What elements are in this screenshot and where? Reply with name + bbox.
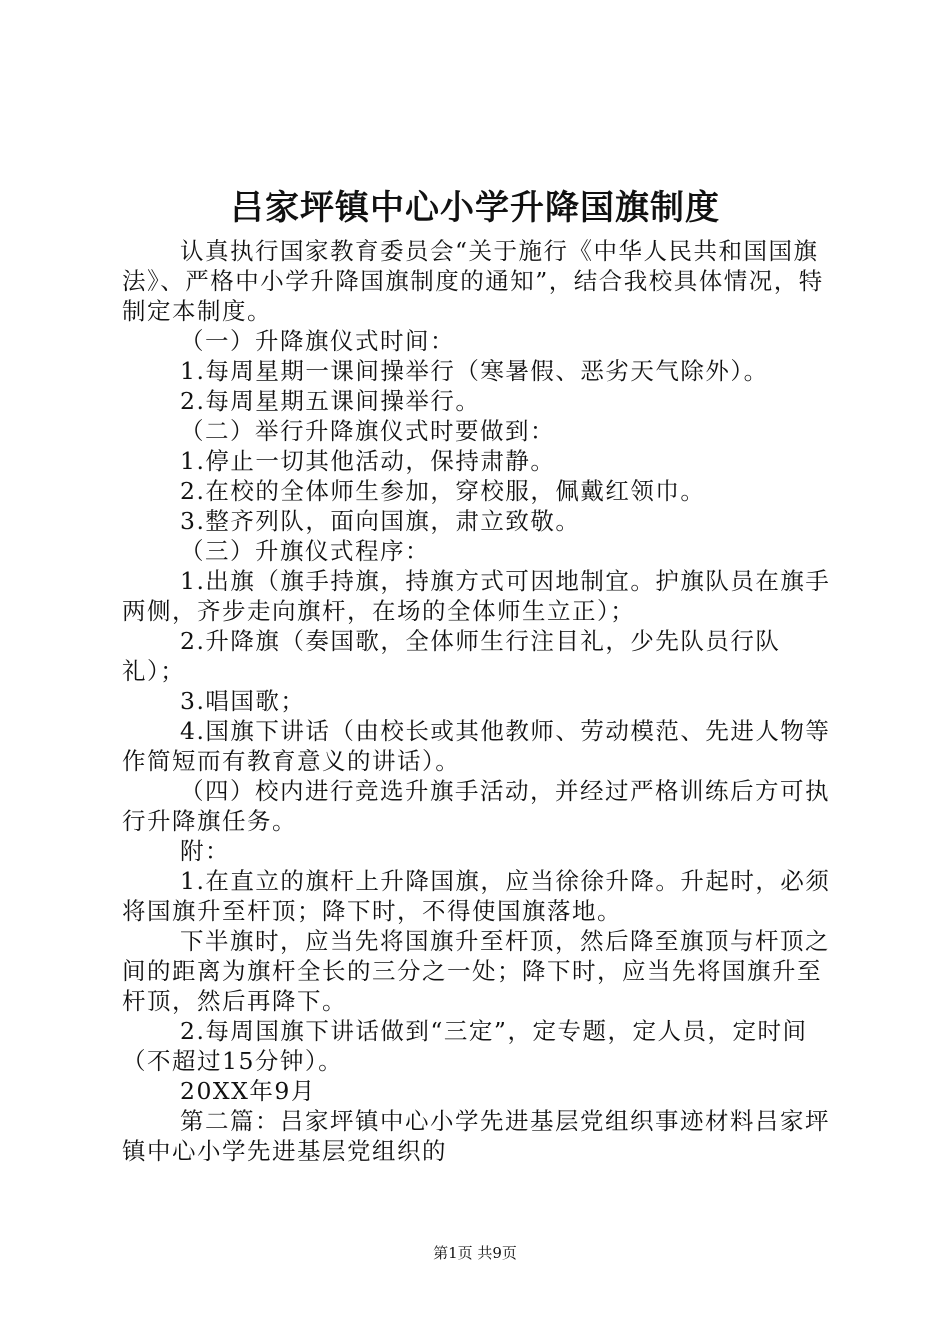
list-item: 2.升降旗（奏国歌，全体师生行注目礼，少先队员行队礼）；	[122, 627, 781, 685]
paragraph: 下半旗时，应当先将国旗升至杆顶，然后降至旗顶与杆顶之间的距离为旗杆全长的三分之一处；降下时，应当先将国旗升至杆顶，然后再降下。	[122, 927, 830, 1015]
section-heading: （四）校内进行竞选升旗手活动，并经过严格训练后方可执行升降旗任务。	[122, 777, 830, 835]
appendix-label: 附：	[180, 837, 230, 865]
page-number: 第1页 共9页	[433, 1244, 517, 1262]
list-item: 1.在直立的旗杆上升降国旗，应当徐徐升降。升起时，必须将国旗升至杆顶；降下时，不得使国旗落地。	[122, 867, 831, 925]
section-heading: （二）举行升降旗仪式时要做到：	[180, 417, 555, 445]
list-item: 1.出旗（旗手持旗，持旗方式可因地制宜。护旗队员在旗手两侧，齐步走向旗杆，在场的全体师生立正）；	[122, 567, 831, 625]
list-item: 2.在校的全体师生参加，穿校服，佩戴红领巾。	[180, 477, 706, 505]
section-heading: （一）升降旗仪式时间：	[180, 327, 455, 355]
list-item: 2.每周国旗下讲话做到“三定”，定专题，定人员，定时间（不超过15分钟）。	[122, 1017, 808, 1075]
list-item: 4.国旗下讲话（由校长或其他教师、劳动模范、先进人物等作简短而有教育意义的讲话）。	[122, 717, 831, 775]
list-item: 2.每周星期五课间操举行。	[180, 387, 481, 415]
paragraph: 认真执行国家教育委员会“关于施行《中华人民共和国国旗法》、严格中小学升降国旗制度的通知”，结合我校具体情况，特制定本制度。	[122, 237, 824, 325]
document-body	[122, 236, 832, 1166]
list-item: 1.每周星期一课间操举行（寒暑假、恶劣天气除外）。	[180, 357, 769, 385]
list-item: 3.唱国歌；	[180, 687, 306, 715]
document-title: 吕家坪镇中心小学升降国旗制度	[230, 188, 720, 228]
section-heading: （三）升旗仪式程序：	[180, 537, 430, 565]
date-line: 20XX年9月	[180, 1077, 316, 1105]
list-item: 1.停止一切其他活动，保持肃静。	[180, 447, 556, 475]
list-item: 3.整齐列队，面向国旗，肃立致敬。	[180, 507, 581, 535]
paragraph: 第二篇：吕家坪镇中心小学先进基层党组织事迹材料吕家坪镇中心小学先进基层党组织的	[122, 1107, 830, 1165]
